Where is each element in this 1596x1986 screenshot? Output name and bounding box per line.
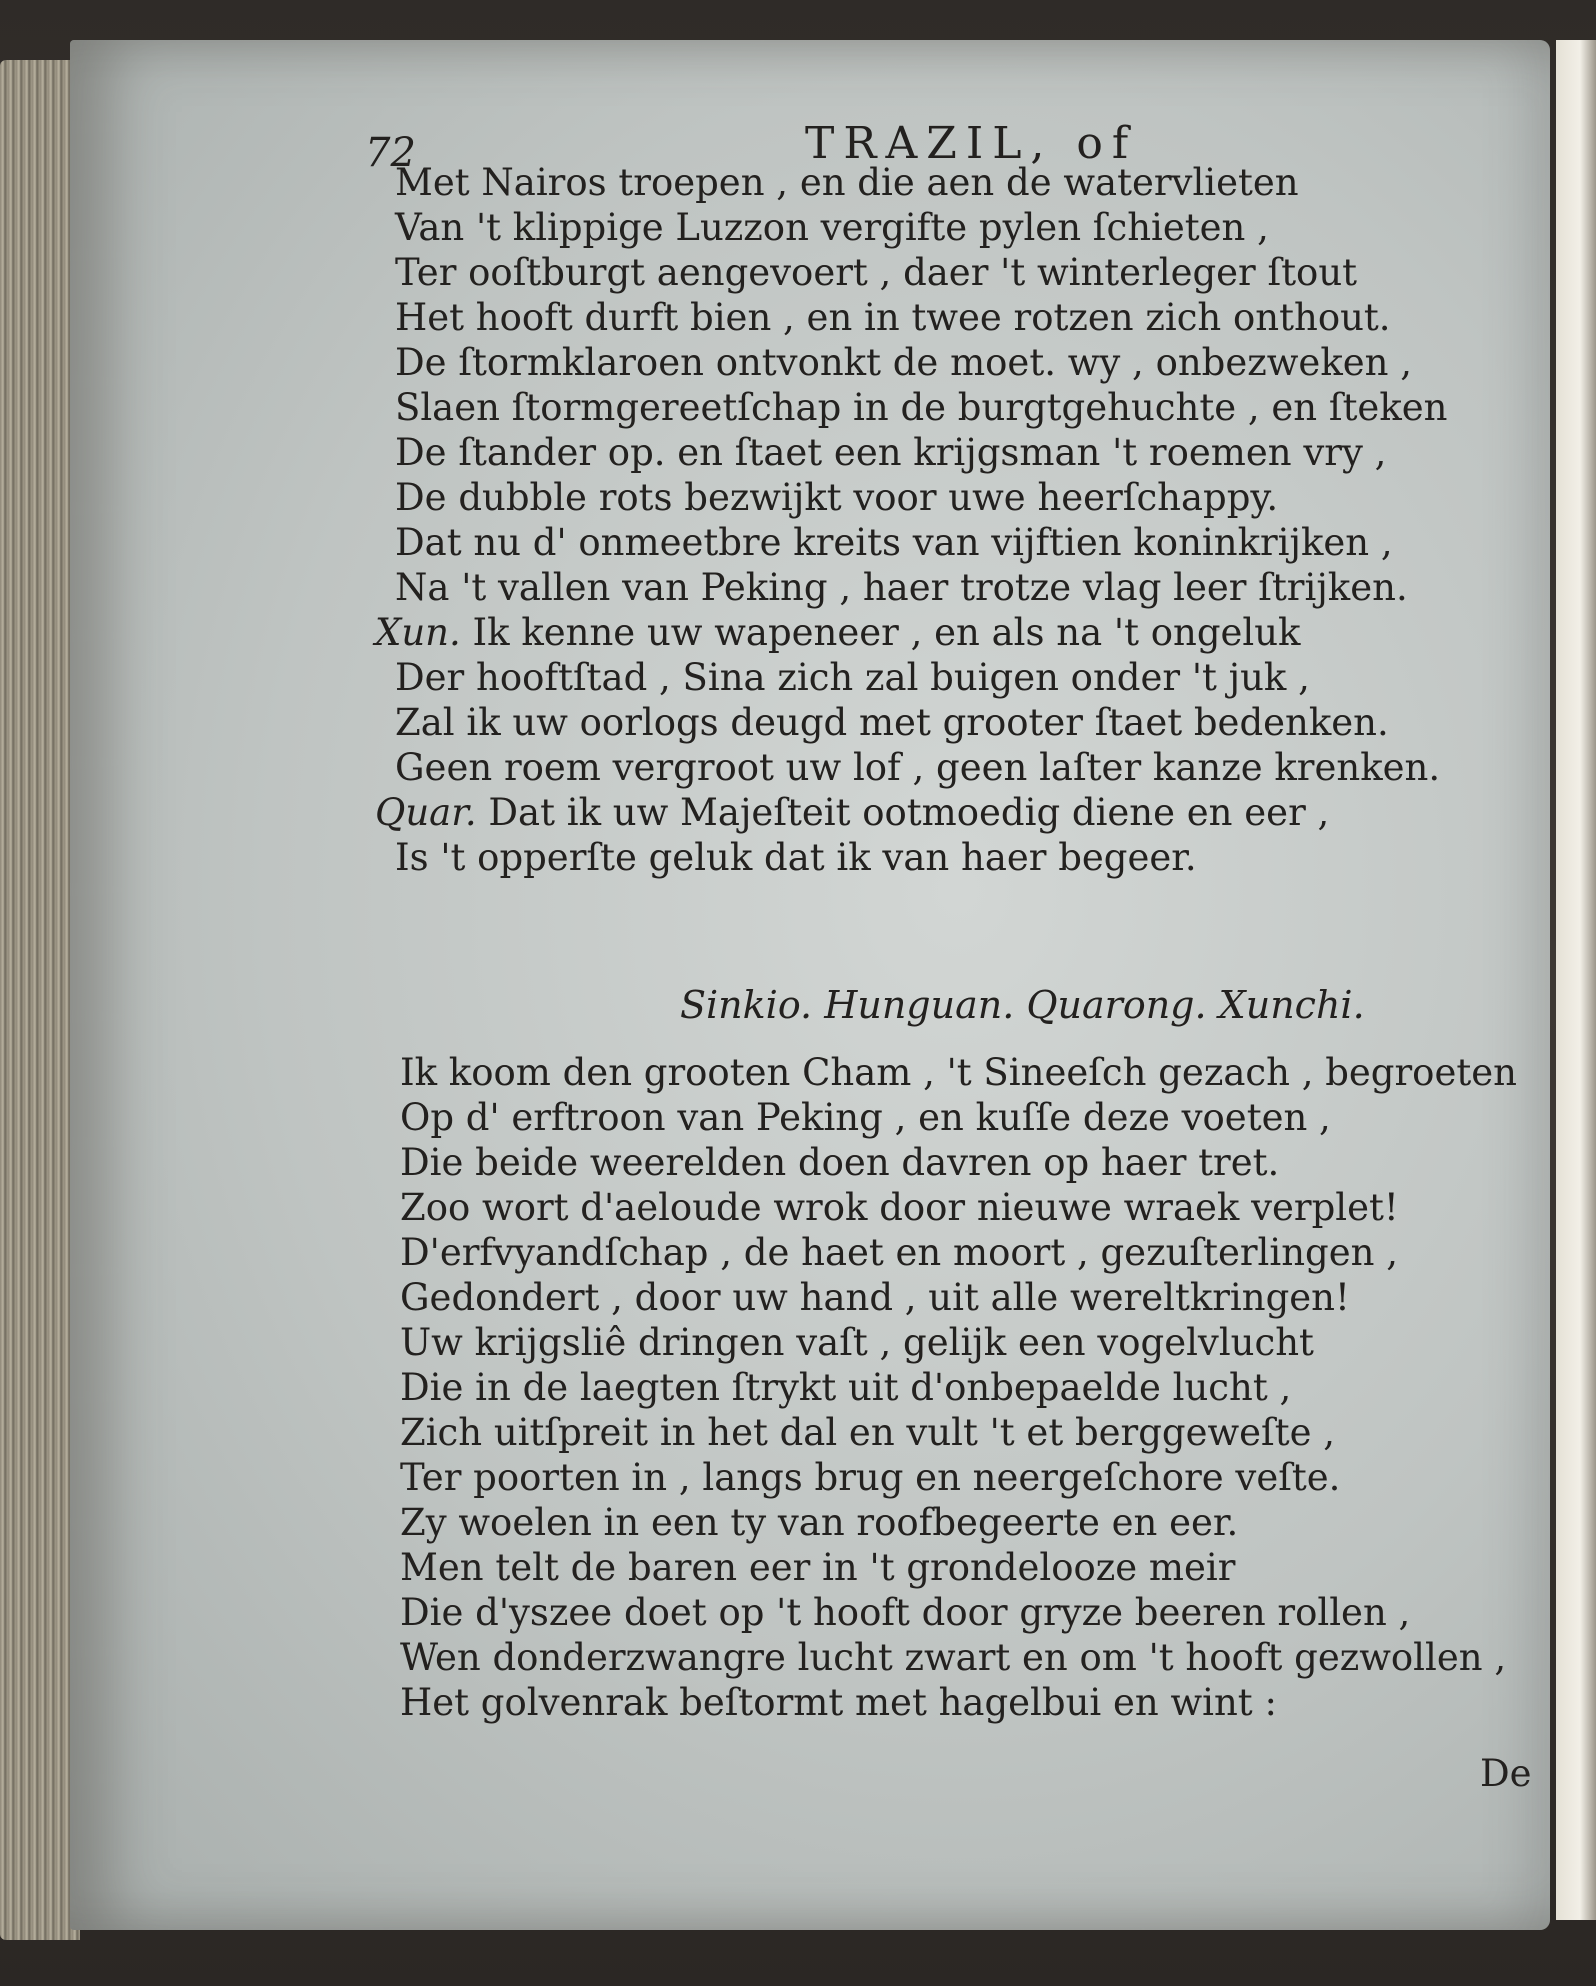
verse-text: D'erfvyandſchap , de haet en moort , gezuſterlingen , xyxy=(400,1231,1398,1274)
verse-text: Geen roem vergroot uw lof , geen laſter kanze krenken. xyxy=(395,746,1441,789)
verse-text: Ter ooſtburgt aengevoert , daer 't winterleger ſtout xyxy=(395,251,1358,294)
verse-text: Dat ik uw Majeſteit ootmoedig diene en eer , xyxy=(488,791,1330,834)
verse-text: De ſtormklaroen ontvonkt de moet. wy , onbezweken , xyxy=(395,341,1412,384)
verse-line xyxy=(395,295,1391,341)
verse-line xyxy=(400,1635,1506,1681)
verse-text: Het golvenrak beſtormt met hagelbui en wint : xyxy=(400,1681,1277,1724)
verse-line xyxy=(400,1500,1238,1546)
speaker-name: Quar. xyxy=(375,791,477,834)
verse-text: Zal ik uw oorlogs deugd met grooter ſtaet bedenken. xyxy=(395,701,1389,744)
verse-line xyxy=(400,1095,1331,1141)
verse-line xyxy=(400,1680,1277,1726)
verse-line xyxy=(395,205,1269,251)
verse-line xyxy=(400,1050,1517,1096)
verse-line xyxy=(395,835,1197,881)
verse-line xyxy=(395,745,1440,791)
verse-text: Van 't klippige Luzzon vergifte pylen ſchieten , xyxy=(395,206,1269,249)
verse-text: Die beide weerelden doen davren op haer tret. xyxy=(400,1141,1280,1184)
verse-text: Zich uitſpreit in het dal en vult 't et berggeweſte , xyxy=(400,1411,1336,1454)
verse-line xyxy=(395,520,1393,566)
page-number: 72 xyxy=(365,130,416,176)
page-edges-left xyxy=(0,60,80,1940)
verse-text: Ik koom den grooten Cham , 't Sineeſch gezach , begroeten xyxy=(400,1051,1517,1094)
verse-text: Op d' erftroon van Peking , en kuſſe deze voeten , xyxy=(400,1096,1331,1139)
running-head: TRAZIL, of xyxy=(805,118,1138,169)
verse-text: Uw krijgsliê dringen vaſt , gelijk een vogelvlucht xyxy=(400,1321,1314,1364)
verse-text: Dat nu d' onmeetbre kreits van vijftien koninkrijken , xyxy=(395,521,1393,564)
scene-heading: Sinkio. Hunguan. Quarong. Xunchi. xyxy=(680,983,1365,1027)
page-edge-right xyxy=(1556,40,1596,1920)
verse-text: Het hooft durft bien , en in twee rotzen zich onthout. xyxy=(395,296,1391,339)
verse-line xyxy=(395,160,1299,206)
verse-text: Wen donderzwangre lucht zwart en om 't hooft gezwollen , xyxy=(400,1636,1507,1679)
verse-line xyxy=(395,430,1386,476)
verse-text: Der hooftſtad , Sina zich zal buigen onder 't juk , xyxy=(395,656,1310,699)
verse-text: De ſtander op. en ſtaet een krijgsman 't roemen vry , xyxy=(395,431,1387,474)
verse-line xyxy=(395,655,1310,701)
verse-line xyxy=(395,250,1357,296)
catchword: De xyxy=(1480,1752,1532,1795)
verse-text: Ik kenne uw wapeneer , en als na 't ongeluk xyxy=(472,611,1301,654)
verse-text: Is 't opperſte geluk dat ik van haer begeer. xyxy=(395,836,1197,879)
verse-line xyxy=(375,610,1300,656)
verse-line xyxy=(395,565,1408,611)
verse-line xyxy=(395,385,1447,431)
verse-text: De dubble rots bezwijkt voor uwe heerſchappy. xyxy=(395,476,1279,519)
verse-text: Zy woelen in een ty van roofbegeerte en eer. xyxy=(400,1501,1239,1544)
verse-line xyxy=(395,340,1412,386)
verse-text: Die in de laegten ſtrykt uit d'onbepaelde lucht , xyxy=(400,1366,1292,1409)
speaker-name: Xun. xyxy=(375,611,461,654)
verse-line xyxy=(400,1590,1410,1636)
verse-text: Men telt de baren eer in 't grondelooze meir xyxy=(400,1546,1236,1589)
verse-text: Ter poorten in , langs brug en neergeſchore veſte. xyxy=(400,1456,1341,1499)
verse-line xyxy=(400,1410,1335,1456)
verse-text: Gedondert , door uw hand , uit alle wereltkringen! xyxy=(400,1276,1350,1319)
verse-line xyxy=(400,1275,1350,1321)
verse-line xyxy=(400,1230,1398,1276)
book-page xyxy=(70,40,1550,1930)
verse-text: Die d'yszee doet op 't hooft door gryze beeren rollen , xyxy=(400,1591,1411,1634)
verse-line xyxy=(400,1545,1235,1591)
verse-line xyxy=(400,1185,1399,1231)
verse-line xyxy=(400,1140,1279,1186)
verse-line xyxy=(375,790,1329,836)
verse-line xyxy=(400,1365,1291,1411)
verse-text: Slaen ſtormgereetſchap in de burgtgehuchte , en ſteken xyxy=(395,386,1448,429)
verse-text: Na 't vallen van Peking , haer trotze vlag leer ſtrijken. xyxy=(395,566,1408,609)
verse-line xyxy=(400,1320,1314,1366)
verse-line xyxy=(395,475,1278,521)
verse-line xyxy=(395,700,1389,746)
verse-text: Zoo wort d'aeloude wrok door nieuwe wraek verplet! xyxy=(400,1186,1399,1229)
verse-line xyxy=(400,1455,1340,1501)
verse-text: Met Nairos troepen , en die aen de watervlieten xyxy=(395,161,1299,204)
